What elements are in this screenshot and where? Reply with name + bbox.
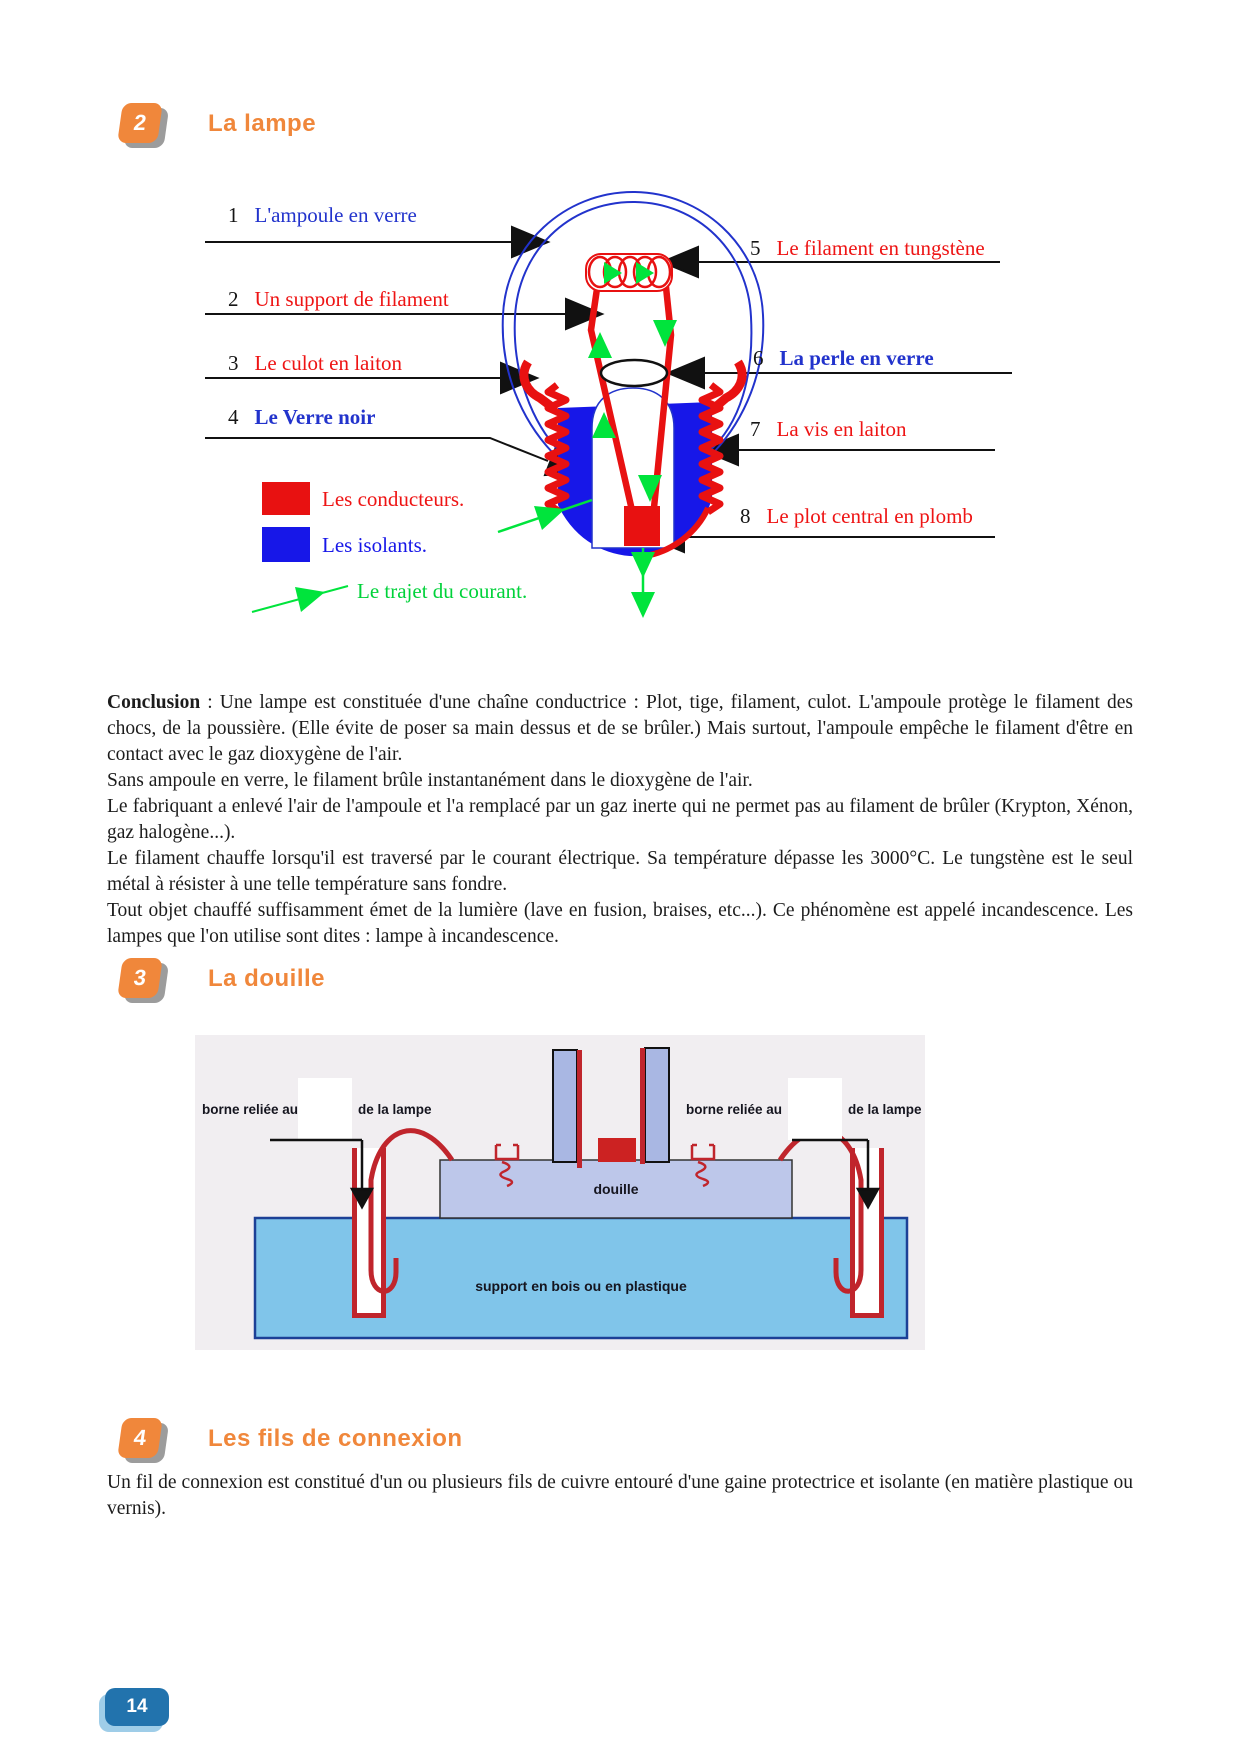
label-text: La vis en laiton xyxy=(776,417,907,441)
glass-bead xyxy=(601,360,667,386)
conclusion-p4: Le filament chauffe lorsqu'il est traversé par le courant électrique. Sa température dépasse les 3000°C. Le tungstène est le seul métal à résister à une telle température sans fondre. xyxy=(107,848,1133,895)
legend-current-arrow xyxy=(252,586,348,612)
filament-coil xyxy=(586,254,672,291)
conclusion-label: Conclusion xyxy=(107,692,201,713)
legend-insulators-swatch xyxy=(262,527,310,562)
answer-box-left xyxy=(298,1078,352,1140)
bulb-label-6 xyxy=(753,346,934,371)
wires-paragraph-text: Un fil de connexion est constitué d'un ou plusieurs fils de cuivre entouré d'une gaine protectrice et isolante (en matière plastique ou vernis). xyxy=(107,1472,1133,1519)
legend-conductors-text: Les conducteurs. xyxy=(322,487,465,511)
label-text: La perle en verre xyxy=(779,346,934,370)
conclusion-paragraphs xyxy=(107,690,1133,950)
section-2-badge: 2 xyxy=(117,103,163,143)
section-3-badge: 3 xyxy=(117,958,163,998)
label-number: 4 xyxy=(228,405,239,429)
section-2-title: La lampe xyxy=(208,110,317,137)
wires-paragraph xyxy=(107,1470,1133,1522)
right-terminal-label-pre: borne reliée au xyxy=(686,1102,783,1117)
conclusion-p1-text: : Une lampe est constituée d'une chaîne conductrice : Plot, tige, filament, culot. L'ampoule protège le filament des chocs, de la poussière. (Elle évite de poser sa main dessus et de se brûler.) Mais surtout, l'ampoule empêche le filament d'être en contact avec le gaz dioxygène de l'air. xyxy=(107,692,1133,765)
label-text: Le plot central en plomb xyxy=(766,504,973,528)
label-text: Le Verre noir xyxy=(254,405,376,429)
conclusion-p1 xyxy=(107,690,1133,768)
label-number: 8 xyxy=(740,504,751,528)
label-text: L'ampoule en verre xyxy=(254,203,417,227)
section-4-title: Les fils de connexion xyxy=(208,1425,463,1452)
conclusion-p2: Sans ampoule en verre, le filament brûle instantanément dans le dioxygène de l'air. xyxy=(107,770,753,791)
support-label: support en bois ou en plastique xyxy=(475,1278,687,1294)
legend-conductors-swatch xyxy=(262,482,310,515)
section-3-title: La douille xyxy=(208,965,326,992)
bulb-label-8 xyxy=(740,504,973,529)
label-text: Le culot en laiton xyxy=(254,351,403,375)
conclusion-p5: Tout objet chauffé suffisamment émet de la lumière (lave en fusion, braises, etc...). Ce phénomène est appelé incandescence. Les lampes que l'on utilise sont dites : lampe à incandescence. xyxy=(107,900,1133,947)
central-contact xyxy=(624,506,660,546)
bulb-label-7 xyxy=(750,417,907,442)
answer-box-right xyxy=(788,1078,842,1140)
label-number: 1 xyxy=(228,203,239,227)
page-number-badge: 14 xyxy=(105,1688,169,1726)
label-number: 6 xyxy=(753,346,764,370)
bulb-label-3 xyxy=(228,351,402,376)
bulb-label-5 xyxy=(750,236,985,261)
label-number: 2 xyxy=(228,287,239,311)
left-terminal-label-post: de la lampe xyxy=(358,1102,432,1117)
label-number: 7 xyxy=(750,417,761,441)
center-contact xyxy=(598,1138,636,1162)
legend-insulators-text: Les isolants. xyxy=(322,533,427,557)
section-4-badge: 4 xyxy=(117,1418,163,1458)
conclusion-p3: Le fabriquant a enlevé l'air de l'ampoule et l'a remplacé par un gaz inerte qui ne permet pas au filament de brûler (Krypton, Xénon, gaz halogène...). xyxy=(107,796,1133,843)
bulb-label-2 xyxy=(228,287,449,312)
label-number: 5 xyxy=(750,236,761,260)
label-text: Le filament en tungstène xyxy=(776,236,985,260)
right-terminal-label-post: de la lampe xyxy=(848,1102,922,1117)
bulb-label-1 xyxy=(228,203,417,228)
label-text: Un support de filament xyxy=(254,287,449,311)
legend-current-text: Le trajet du courant. xyxy=(357,579,528,603)
left-terminal-label-pre: borne reliée au xyxy=(202,1102,299,1117)
label-number: 3 xyxy=(228,351,239,375)
socket-label: douille xyxy=(593,1181,639,1197)
bulb-label-4 xyxy=(228,405,375,430)
